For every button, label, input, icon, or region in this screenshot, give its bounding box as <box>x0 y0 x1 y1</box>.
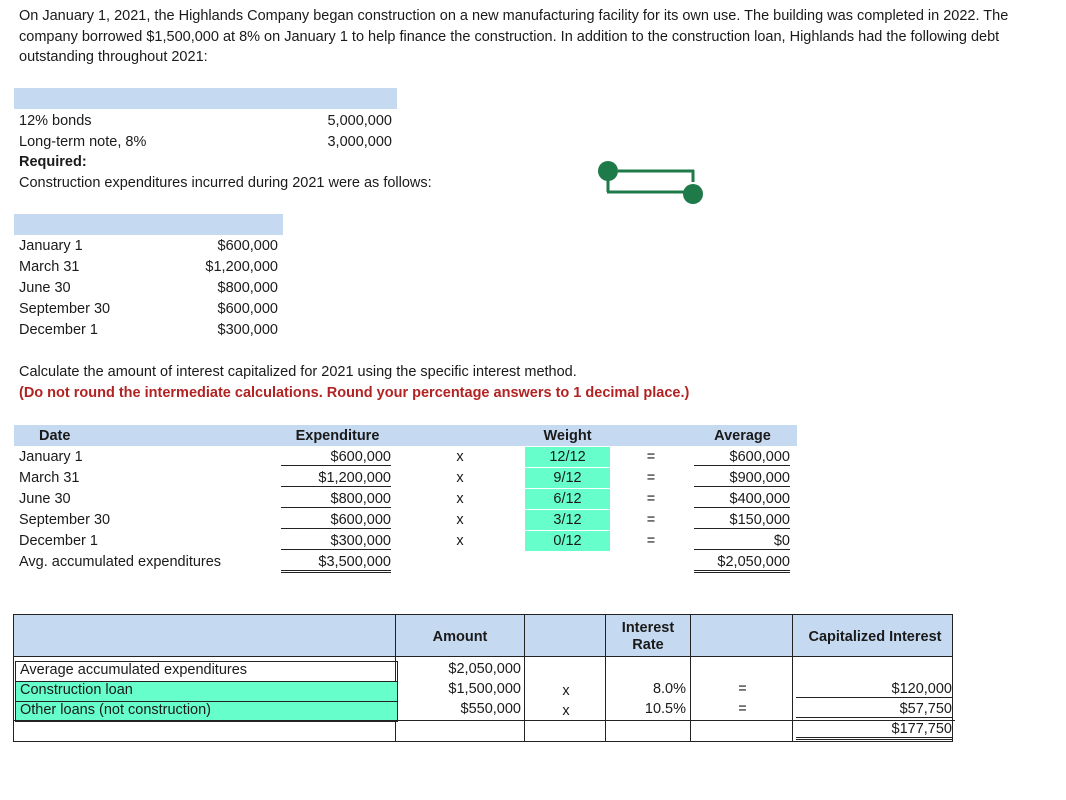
interest-header-rate-line2: Rate <box>632 637 664 653</box>
interest-rate-value[interactable]: 8.0% <box>652 681 686 697</box>
calc-row-date: June 30 <box>19 491 71 507</box>
interest-row-amount[interactable]: $550,000 <box>460 701 521 717</box>
capitalized-interest-value[interactable]: $57,750 <box>796 701 952 718</box>
calc-row-expenditure[interactable]: $1,200,000 <box>281 470 391 487</box>
calc-row-expenditure[interactable]: $300,000 <box>281 533 391 550</box>
expenditure-date: January 1 <box>19 238 83 254</box>
calc-row-average[interactable]: $150,000 <box>694 512 790 529</box>
calc-row-expenditure[interactable]: $800,000 <box>281 491 391 508</box>
calc-row-weight[interactable]: 12/12 <box>549 449 586 465</box>
times-symbol: x <box>456 470 464 486</box>
interest-row-label: Average accumulated expenditures <box>15 661 398 682</box>
calc-row-date: September 30 <box>19 512 111 528</box>
question-text: Calculate the amount of interest capitalized for 2021 using the specific interest method. <box>19 364 577 380</box>
debt-label: 12% bonds <box>19 113 92 129</box>
debt-label: Long-term note, 8% <box>19 134 147 150</box>
calc-row-date: January 1 <box>19 449 83 465</box>
intro-paragraph: On January 1, 2021, the Highlands Company began construction on a new manufacturing facility for its own use. The building was completed in 2022. The company borrowed $1,500,000 at 8% on January 1 to help finance the construction. In addition to the construction loan, Highlands had the following debt outstanding throughout 2021: <box>19 8 1009 65</box>
capitalized-interest-value[interactable]: $120,000 <box>796 681 952 698</box>
calc-table-header <box>14 425 797 446</box>
expenditure-date: March 31 <box>19 259 80 275</box>
calc-row-weight[interactable]: 6/12 <box>553 491 582 507</box>
interest-row-amount[interactable]: $2,050,000 <box>448 661 521 677</box>
instruction-text: (Do not round the intermediate calculations. Round your percentage answers to 1 decimal place.) <box>19 385 690 401</box>
calc-row-weight[interactable]: 0/12 <box>553 533 582 549</box>
interest-row-label[interactable]: Construction loan <box>15 681 398 702</box>
calc-row-weight[interactable]: 9/12 <box>553 470 582 486</box>
debt-table-header <box>14 88 397 109</box>
calc-row-expenditure[interactable]: $600,000 <box>281 449 391 466</box>
times-symbol: x <box>456 491 464 507</box>
calc-row-average[interactable]: $400,000 <box>694 491 790 508</box>
times-symbol: x <box>562 683 570 699</box>
interest-header-rate-line1: Interest <box>621 620 675 636</box>
grid-divider <box>13 720 955 721</box>
required-label: Required: <box>19 154 87 170</box>
calc-header-expenditure: Expenditure <box>295 428 380 444</box>
calc-row-date: December 1 <box>19 533 98 549</box>
capitalized-interest-total[interactable]: $177,750 <box>796 721 952 740</box>
equals-symbol: = <box>738 681 747 697</box>
equals-symbol: = <box>646 491 656 507</box>
expenditure-amount: $800,000 <box>217 280 278 296</box>
calc-row-average[interactable]: $0 <box>694 533 790 550</box>
expenditure-amount: $600,000 <box>217 238 278 254</box>
expenditures-intro: Construction expenditures incurred during 2021 were as follows: <box>19 175 432 191</box>
times-symbol: x <box>562 703 570 719</box>
calc-total-expenditure[interactable]: $3,500,000 <box>281 554 391 573</box>
calc-total-average[interactable]: $2,050,000 <box>694 554 790 573</box>
connector-drag-icon[interactable] <box>596 158 706 206</box>
calc-row-weight[interactable]: 3/12 <box>553 512 582 528</box>
connector-end-handle[interactable] <box>683 184 703 204</box>
interest-header-capitalized: Capitalized Interest <box>808 629 942 645</box>
calc-row-date: March 31 <box>19 470 80 486</box>
times-symbol: x <box>456 533 464 549</box>
calc-total-label: Avg. accumulated expenditures <box>19 554 222 570</box>
expenditure-amount: $1,200,000 <box>205 259 278 275</box>
equals-symbol: = <box>646 470 656 486</box>
calc-header-weight: Weight <box>543 428 592 444</box>
interest-row-amount[interactable]: $1,500,000 <box>448 681 521 697</box>
expenditure-date: June 30 <box>19 280 71 296</box>
expenditure-amount: $300,000 <box>217 322 278 338</box>
equals-symbol: = <box>646 512 656 528</box>
calc-row-average[interactable]: $900,000 <box>694 470 790 487</box>
interest-header-amount: Amount <box>432 629 488 645</box>
interest-rate-value[interactable]: 10.5% <box>644 701 686 717</box>
calc-header-date: Date <box>39 428 71 444</box>
equals-symbol: = <box>738 701 747 717</box>
expenditures-table-header <box>14 214 283 235</box>
connector-start-handle[interactable] <box>598 161 618 181</box>
equals-symbol: = <box>646 449 656 465</box>
times-symbol: x <box>456 512 464 528</box>
expenditure-date: September 30 <box>19 301 111 317</box>
equals-symbol: = <box>646 533 656 549</box>
debt-amount: 3,000,000 <box>327 134 392 150</box>
times-symbol: x <box>456 449 464 465</box>
expenditure-amount: $600,000 <box>217 301 278 317</box>
calc-row-expenditure[interactable]: $600,000 <box>281 512 391 529</box>
expenditure-date: December 1 <box>19 322 98 338</box>
debt-amount: 5,000,000 <box>327 113 392 129</box>
interest-row-label[interactable]: Other loans (not construction) <box>15 701 398 722</box>
calc-header-average: Average <box>714 428 771 444</box>
calc-row-average[interactable]: $600,000 <box>694 449 790 466</box>
